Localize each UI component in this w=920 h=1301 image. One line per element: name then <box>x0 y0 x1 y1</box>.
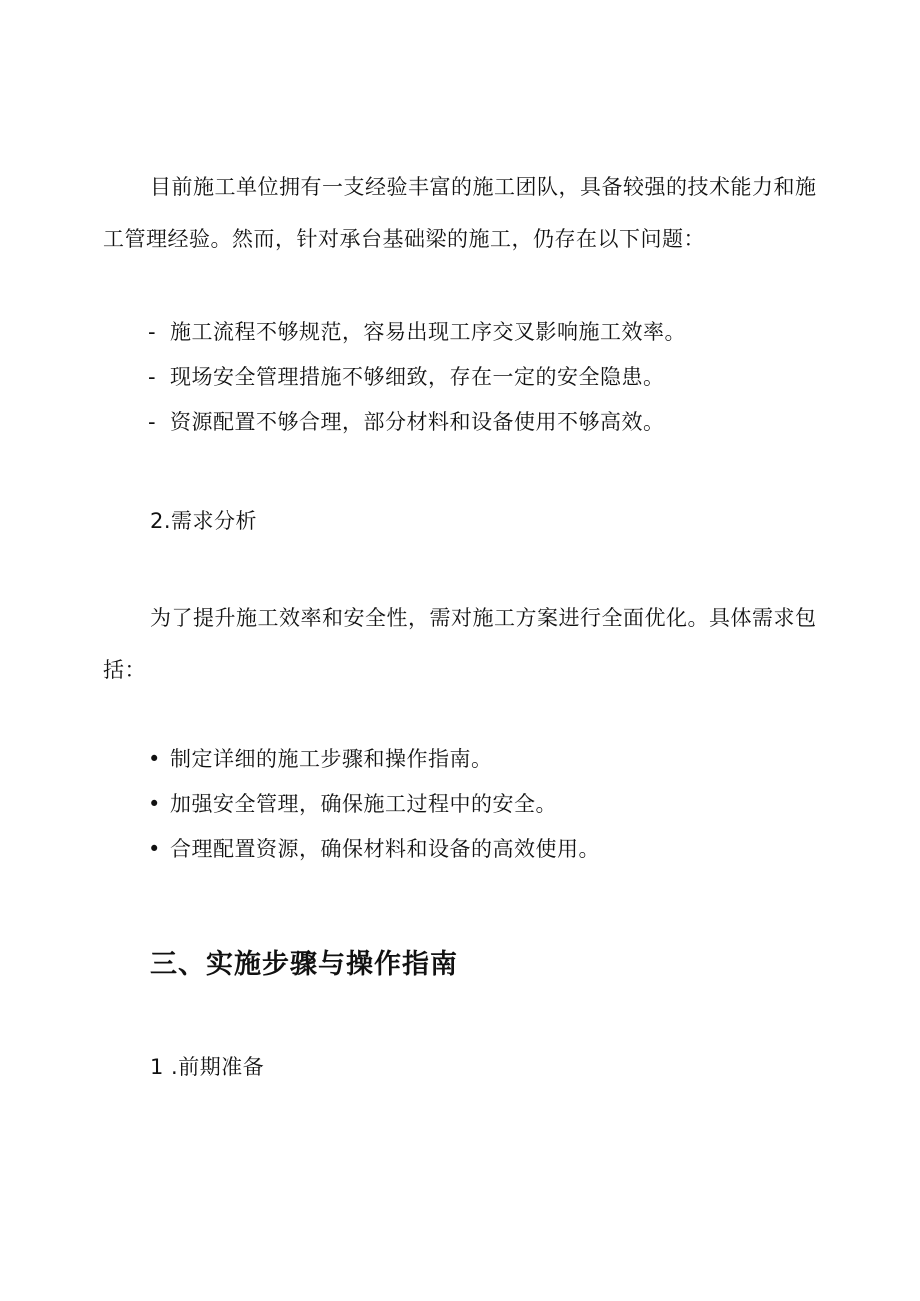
list-item <box>148 737 828 782</box>
subsection-heading-needs: 2.需求分析 <box>150 509 258 533</box>
dash-marker: - <box>148 410 157 434</box>
problem-list <box>148 310 828 445</box>
list-item <box>148 827 828 872</box>
list-item-text: 合理配置资源，确保材料和设备的高效使用。 <box>170 837 600 861</box>
list-item-text: 制定详细的施工步骤和操作指南。 <box>170 747 493 771</box>
needs-list <box>148 737 828 872</box>
bullet-marker: • <box>148 837 161 861</box>
dash-marker: - <box>148 320 157 344</box>
list-item <box>148 400 828 445</box>
list-item <box>148 355 828 400</box>
dash-marker: - <box>148 365 157 389</box>
intro-paragraph: 目前施工单位拥有一支经验丰富的施工团队，具备较强的技术能力和施工管理经验。然而，针对承台基础梁的施工，仍存在以下问题： <box>103 175 817 251</box>
subsection-heading-preparation: 1 .前期准备 <box>150 1055 265 1079</box>
bullet-marker: • <box>148 792 161 816</box>
list-item-text: 施工流程不够规范，容易出现工序交叉影响施工效率。 <box>170 320 686 344</box>
list-item <box>148 310 828 355</box>
list-item-text: 资源配置不够合理，部分材料和设备使用不够高效。 <box>170 410 665 434</box>
list-item-text: 现场安全管理措施不够细致，存在一定的安全隐患。 <box>170 365 665 389</box>
list-item-text: 加强安全管理，确保施工过程中的安全。 <box>170 792 557 816</box>
section-title-implementation: 三、实施步骤与操作指南 <box>150 949 458 980</box>
needs-paragraph: 为了提升施工效率和安全性，需对施工方案进行全面优化。具体需求包括： <box>103 606 817 682</box>
bullet-marker: • <box>148 747 161 771</box>
list-item <box>148 782 828 827</box>
